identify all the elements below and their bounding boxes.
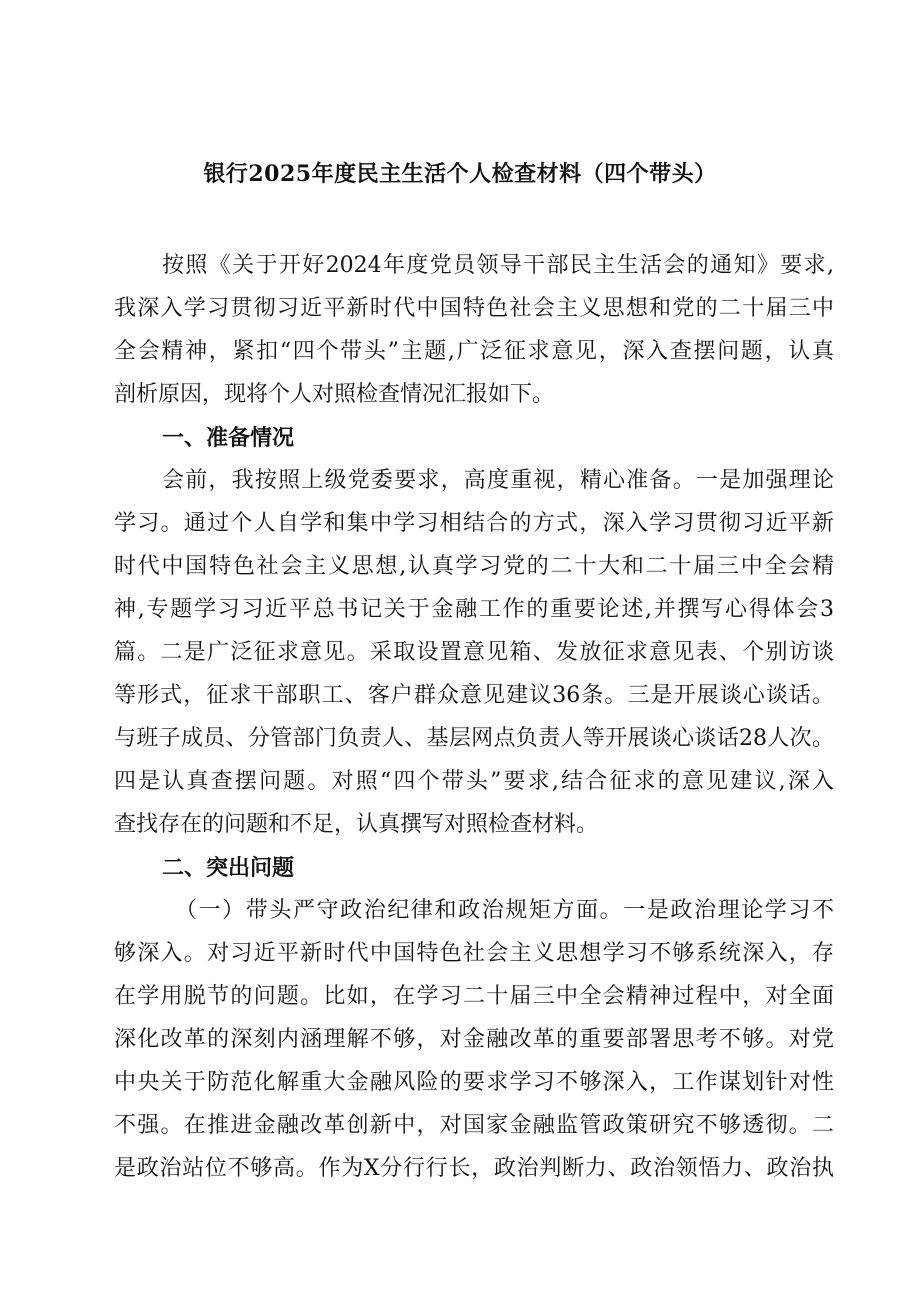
document-title: 银行2025年度民主生活个人检查材料（四个带头） <box>203 161 717 187</box>
body-line: （一）带头严守政治纪律和政治规矩方面。一是政治理论学习不 <box>175 898 834 923</box>
body-line: 神,专题学习习近平总书记关于金融工作的重要论述,并撰写心得体会3 <box>114 597 834 622</box>
body-line: 会前，我按照上级党委要求，高度重视，精心准备。一是加强理论 <box>162 468 834 493</box>
body-line: 时代中国特色社会主义思想,认真学习党的二十大和二十届三中全会精 <box>114 554 834 579</box>
body-line: 不强。在推进金融改革创新中，对国家金融监管政策研究不够透彻。二 <box>114 1113 834 1138</box>
intro-line: 我深入学习贯彻习近平新时代中国特色社会主义思想和党的二十届三中 <box>114 296 834 321</box>
body-line: 深化改革的深刻内涵理解不够，对金融改革的重要部署思考不够。对党 <box>114 1027 834 1052</box>
body-line: 四是认真查摆问题。对照“四个带头”要求,结合征求的意见建议,深入 <box>114 769 834 794</box>
section-heading: 一、准备情况 <box>162 425 295 451</box>
body-line: 学习。通过个人自学和集中学习相结合的方式，深入学习贯彻习近平新 <box>114 511 834 536</box>
intro-line: 按照《关于开好2024年度党员领导干部民主生活会的通知》要求, <box>162 253 834 278</box>
body-line: 够深入。对习近平新时代中国特色社会主义思想学习不够系统深入，存 <box>114 941 834 966</box>
section-heading: 二、突出问题 <box>162 855 295 881</box>
body-line: 中央关于防范化解重大金融风险的要求学习不够深入，工作谋划针对性 <box>114 1070 834 1095</box>
body-line: 是政治站位不够高。作为X分行行长，政治判断力、政治领悟力、政治执 <box>114 1156 834 1181</box>
body-line: 篇。二是广泛征求意见。采取设置意见箱、发放征求意见表、个别访谈 <box>114 640 834 665</box>
body-line: 与班子成员、分管部门负责人、基层网点负责人等开展谈心谈话28人次。 <box>114 726 834 751</box>
body-line: 查找存在的问题和不足，认真撰写对照检查材料。 <box>114 812 599 837</box>
body-line: 等形式，征求干部职工、客户群众意见建议36条。三是开展谈心谈话。 <box>114 683 834 708</box>
body-line: 在学用脱节的问题。比如，在学习二十届三中全会精神过程中，对全面 <box>114 984 834 1009</box>
intro-line: 剖析原因，现将个人对照检查情况汇报如下。 <box>114 382 555 407</box>
intro-line: 全会精神，紧扣“四个带头”主题,广泛征求意见，深入查摆问题，认真 <box>114 339 834 364</box>
